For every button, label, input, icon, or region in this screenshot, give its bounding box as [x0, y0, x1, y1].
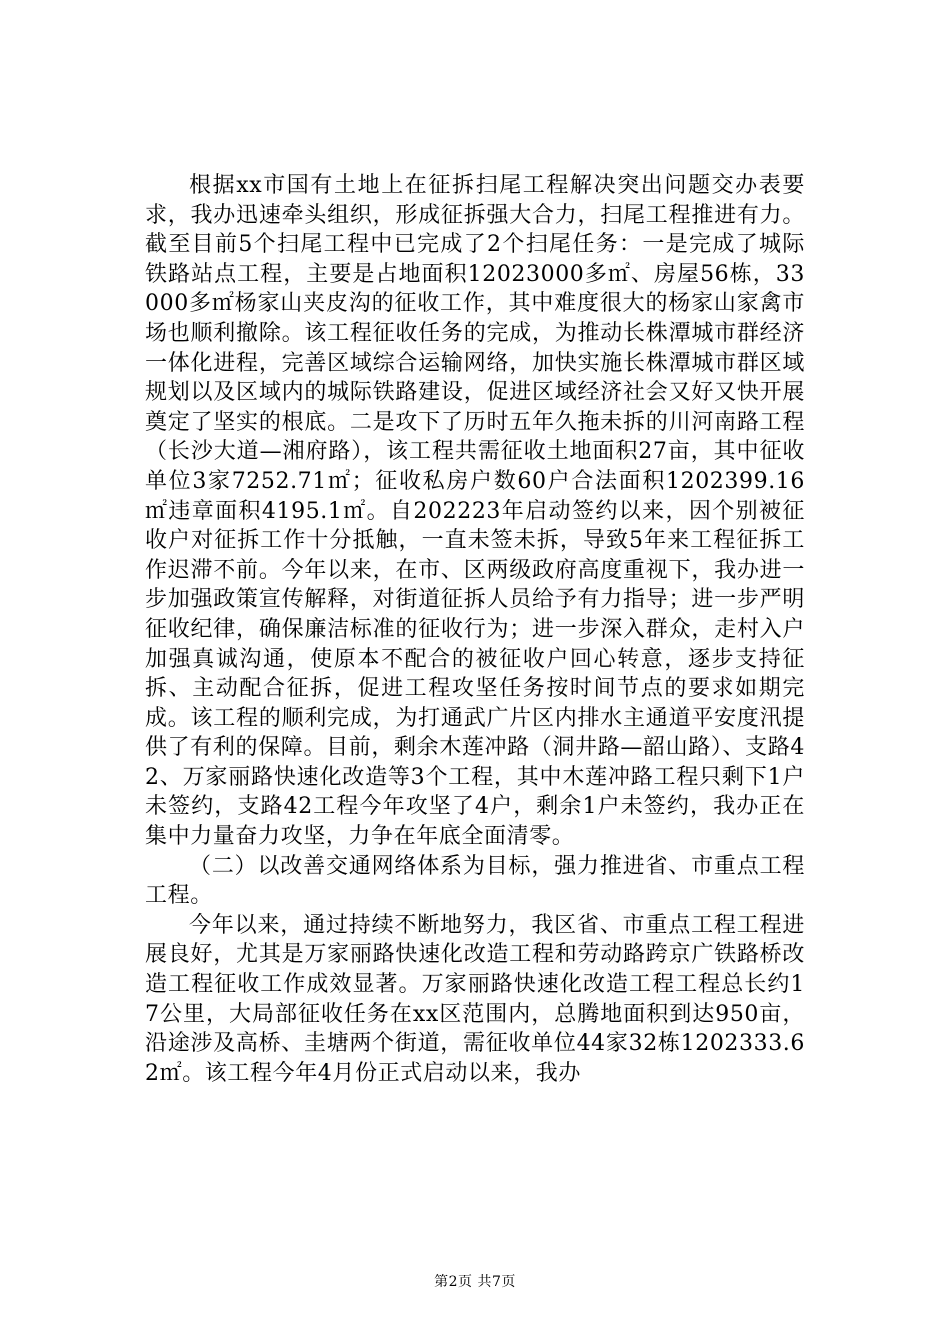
paragraph-key-projects: 今年以来，通过持续不断地努力，我区省、市重点工程工程进展良好，尤其是万家丽路快速化改造工程和劳动路跨京广铁路桥改造工程征收工作成效显著。万家丽路快速化改造工程工程总长约17公里，大局部征收任务在xx区范围内，总腾地面积到达950亩，沿途涉及高桥、圭塘两个街道，需征收单位44家32栋1202333.62㎡。该工程今年4月份正式启动以来，我办 [145, 912, 805, 1086]
body-text [145, 171, 805, 1088]
page-number-footer: 第2页 共7页 [434, 1274, 516, 1290]
paragraph-resettlement-progress: 根据xx市国有土地上在征拆扫尾工程解决突出问题交办表要求，我办迅速牵头组织，形成征拆强大合力，扫尾工程推进有力。截至目前5个扫尾工程中已完成了2个扫尾任务：一是完成了城际铁路站点工程，主要是占地面积12023000多㎡、房屋56栋，33000多㎡杨家山夹皮沟的征收工作，其中难度很大的杨家山家禽市场也顺利撤除。该工程征收任务的完成，为推动长株潭城市群经济一体化进程，完善区域综合运输网络，加快实施长株潭城市群区域规划以及区域内的城际铁路建设，促进区域经济社会又好又快开展奠定了坚实的根底。二是攻下了历时五年久拖未拆的川河南路工程（长沙大道—湘府路），该工程共需征收土地面积27亩，其中征收单位3家7252.71㎡；征收私房户数60户合法面积1202399.16㎡违章面积4195.1㎡。自202223年启动签约以来，因个别被征收户对征拆工作十分抵触，一直未签未拆，导致5年来工程征拆工作迟滞不前。今年以来，在市、区两级政府高度重视下，我办进一步加强政策宣传解释，对街道征拆人员给予有力指导；进一步严明征收纪律，确保廉洁标准的征收行为；进一步深入群众，走村入户加强真诚沟通，使原本不配合的被征收户回心转意，逐步支持征拆、主动配合征拆，促进工程攻坚任务按时间节点的要求如期完成。该工程的顺利完成，为打通武广片区内排水主通道平安度汛提供了有利的保障。目前，剩余木莲冲路（洞井路—韶山路）、支路42、万家丽路快速化改造等3个工程，其中木莲冲路工程只剩下1户未签约，支路42工程今年攻坚了4户，剩余1户未签约，我办正在集中力量奋力攻坚，力争在年底全面清零。 [145, 173, 805, 850]
section-heading-traffic-network: （二）以改善交通网络体系为目标，强力推进省、市重点工程工程。 [145, 853, 805, 909]
